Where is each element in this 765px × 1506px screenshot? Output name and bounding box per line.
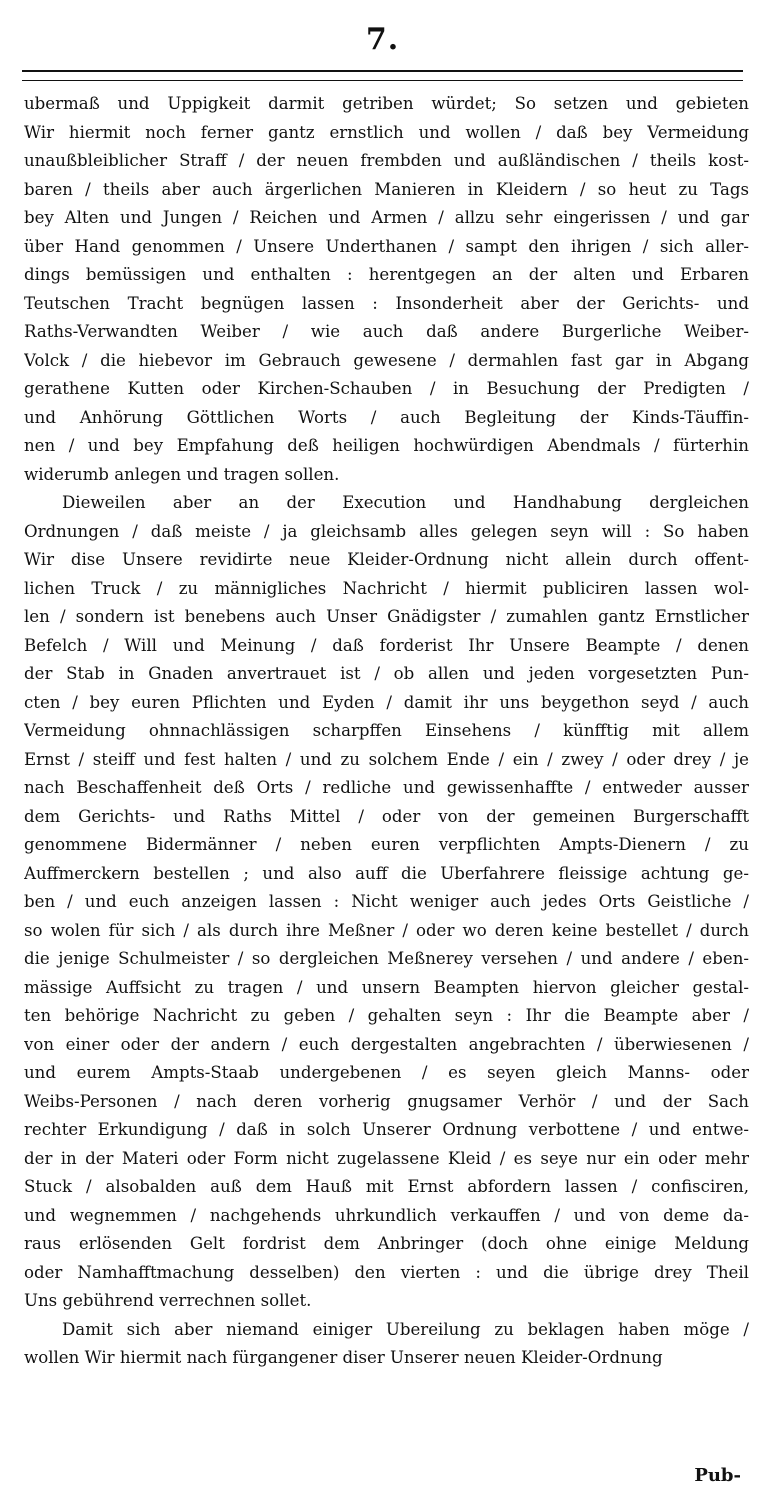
text-line: Stuck / alsobalden auß dem Hauß mit Ernst abfordern lassen / confisciren,: [24, 1177, 749, 1196]
text-line: Auffmerckern bestellen ; und also auff die Uberfahrere fleissige achtung ge-: [24, 863, 749, 883]
text-line: gerathene Kutten oder Kirchen-Schauben / in Besuchung der Predigten /: [24, 379, 749, 398]
text-line: unaußbleiblicher Straff / der neuen frembden und außländischen / theils kost-: [24, 151, 749, 170]
text-line: Wir dise Unsere revidirte neue Kleider-Ordnung nicht allein durch offent-: [24, 550, 749, 569]
text-line: dings bemüssigen und enthalten : herentgegen an der alten und Erbaren: [24, 265, 749, 284]
text-line: cten / bey euren Pflichten und Eyden / damit ihr uns beygethon seyd / auch: [24, 692, 749, 712]
text-line: über Hand genommen / Unsere Underthanen / sampt den ihrigen / sich aller-: [24, 236, 749, 256]
text-line: ten behörige Nachricht zu geben / gehalten seyn : Ihr die Beampte aber /: [24, 1006, 749, 1025]
text-line: Uns gebührend verrechnen sollet.: [24, 1291, 312, 1310]
text-line: von einer oder der andern / euch dergestalten angebrachten / überwiesenen /: [24, 1034, 749, 1054]
text-line: rechter Erkundigung / daß in solch Unserer Ordnung verbottene / und entwe-: [24, 1120, 749, 1139]
text-line: Vermeidung ohnnachlässigen scharpffen Einsehens / künfftig mit allem: [24, 721, 749, 740]
text-line: Befelch / Will und Meinung / daß forderist Ihr Unsere Beampte / denen: [24, 635, 749, 655]
text-line: nach Beschaffenheit deß Orts / redliche und gewissenhaffte / entweder ausser: [24, 778, 749, 797]
text-line: der Stab in Gnaden anvertrauet ist / ob allen und jeden vorgesetzten Pun-: [24, 664, 749, 683]
header-rule: [22, 70, 743, 72]
text-line: genommene Bidermänner / neben euren verpflichten Ampts-Dienern / zu: [24, 835, 749, 854]
header-rule-thin: [22, 80, 743, 81]
text-line: Teutschen Tracht begnügen lassen : Insonderheit aber der Gerichts- und: [24, 293, 749, 313]
text-line: Raths-Verwandten Weiber / wie auch daß andere Burgerliche Weiber-: [24, 322, 749, 341]
body-text: [24, 90, 749, 1373]
page-number: 7.: [365, 22, 400, 57]
text-line: wollen Wir hiermit nach fürgangener diser Unserer neuen Kleider-Ordnung: [24, 1348, 663, 1367]
text-line: und eurem Ampts-Staab undergebenen / es seyen gleich Manns- oder: [24, 1063, 749, 1082]
text-line: der in der Materi oder Form nicht zugelassene Kleid / es seye nur ein oder mehr: [24, 1148, 749, 1168]
text-line: ben / und euch anzeigen lassen : Nicht weniger auch jedes Orts Geistliche /: [24, 892, 749, 911]
text-line: widerumb anlegen und tragen sollen.: [24, 464, 340, 484]
text-line: bey Alten und Jungen / Reichen und Armen / allzu sehr eingerissen / und gar: [24, 208, 749, 227]
text-line: raus erlösenden Gelt fordrist dem Anbringer (doch ohne einige Meldung: [24, 1234, 749, 1253]
text-line: Damit sich aber niemand einiger Ubereilung zu beklagen haben möge /: [62, 1319, 749, 1339]
text-line: oder Namhafftmachung desselben) den vierten : und die übrige drey Theil: [24, 1262, 749, 1282]
text-line: ubermaß und Uppigkeit darmit getriben würdet; So setzen und gebieten: [24, 94, 749, 113]
text-line: Ordnungen / daß meiste / ja gleichsamb alles gelegen seyn will : So haben: [24, 521, 749, 541]
text-line: nen / und bey Empfahung deß heiligen hochwürdigen Abendmals / fürterhin: [24, 436, 749, 455]
text-line: Volck / die hiebevor im Gebrauch gewesene / dermahlen fast gar in Abgang: [24, 350, 749, 370]
text-line: dem Gerichts- und Raths Mittel / oder von der gemeinen Burgerschafft: [24, 806, 749, 826]
text-line: Ernst / steiff und fest halten / und zu solchem Ende / ein / zwey / oder drey / je: [24, 749, 749, 769]
text-line: die jenige Schulmeister / so dergleichen Meßnerey versehen / und andere / eben-: [24, 949, 749, 968]
text-line: und wegnemmen / nachgehends uhrkundlich verkauffen / und von deme da-: [24, 1205, 749, 1225]
text-line: Wir hiermit noch ferner gantz ernstlich und wollen / daß bey Vermeidung: [24, 122, 749, 142]
text-line: baren / theils aber auch ärgerlichen Manieren in Kleidern / so heut zu Tags: [24, 179, 749, 199]
text-line: und Anhörung Göttlichen Worts / auch Begleitung der Kinds-Täuffin-: [24, 407, 749, 427]
text-line: lichen Truck / zu männigliches Nachricht / hiermit publiciren lassen wol-: [24, 578, 749, 598]
text-line: Weibs-Personen / nach deren vorherig gnugsamer Verhör / und der Sach: [24, 1091, 749, 1111]
text-line: so wolen für sich / als durch ihre Meßner / oder wo deren keine bestellet / durch: [24, 920, 749, 940]
text-line: Dieweilen aber an der Execution und Handhabung dergleichen: [62, 493, 749, 512]
catchword: Pub-: [694, 1465, 741, 1486]
text-line: len / sondern ist benebens auch Unser Gnädigster / zumahlen gantz Ernstlicher: [24, 607, 749, 626]
text-line: mässige Auffsicht zu tragen / und unsern Beampten hiervon gleicher gestal-: [24, 977, 749, 997]
